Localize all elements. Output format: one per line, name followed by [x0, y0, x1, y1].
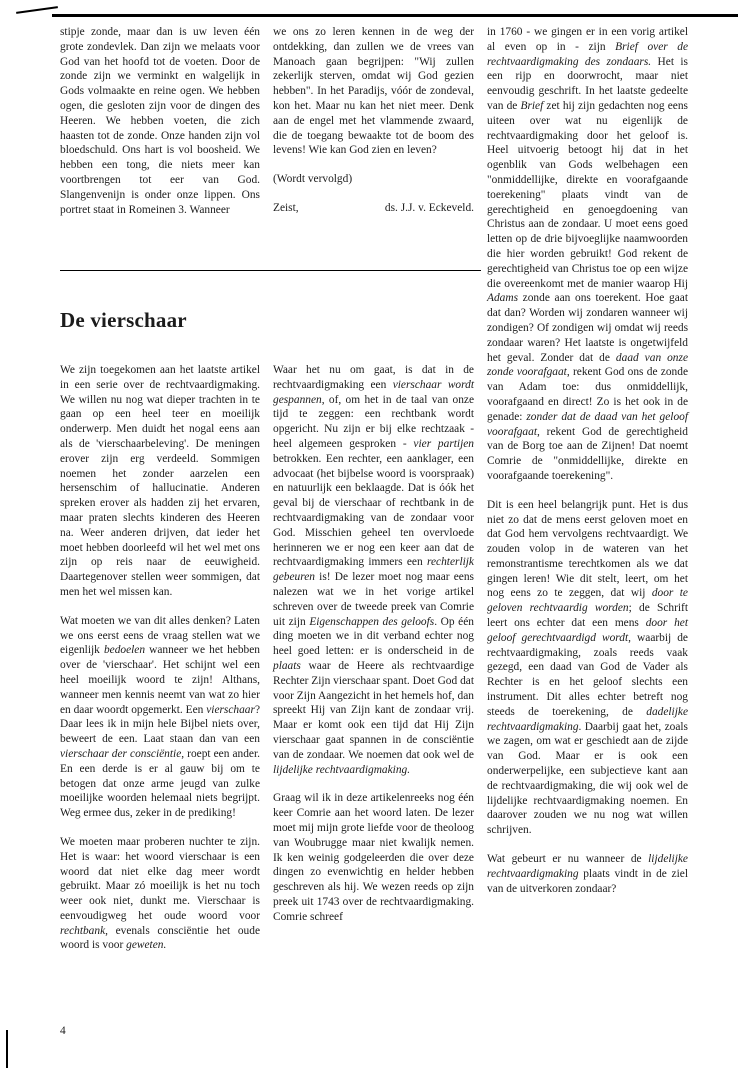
- paragraph: Wat gebeurt er nu wanneer de lijdelijke rechtvaardigmaking plaats vindt in de ziel van de uitverkoren zondaar?: [487, 853, 688, 895]
- header-rule: [52, 14, 738, 17]
- previous-article-column-2: [273, 25, 474, 216]
- paragraph: Graag wil ik in deze artikelenreeks nog één keer Comrie aan het woord laten. De lezer moet mij mijn grote liefde voor de theoloog van Woubrugge maar niet kwalijk nemen. Ik ken weinig godgeleerden die over deze dingen zo evenwichtig en helder hebben geschreven als hij. We wezen reeds op zijn preek uit 1743 over de rechtvaardigmaking. Comrie schreef: [273, 792, 474, 923]
- article-title: De vierschaar: [60, 308, 187, 332]
- paragraph: we ons zo leren kennen in de weg der ontdekking, dan zullen we de vrees van Manoach gaan begrijpen: "Wij zullen zekerlijk sterven, omdat wij God gezien hebben". In het Paradijs, vóór de zondeval, kon het. Maar nu kan het niet meer. Denk aan de engel met het vlammende zwaard, die de toegang bewaakte tot de boom des levens! Wie kan God zien en leven?: [273, 26, 474, 157]
- page-number: 4: [60, 1025, 66, 1037]
- paragraph: Waar het nu om gaat, is dat in de rechtvaardigmaking een vierschaar wordt gespannen, of, om het in de taal van onze tijd te zeggen: een rechtbank wordt opgericht. Nu zijn er bij elke rechtzaak - heel algemeen gesproken - vier partijen betrokken. Een rechter, een aanklager, een advocaat (het bijbelse woord is voorspraak) en natuurlijk een beklaagde. Dat is óók het geval bij de vierschaar of rechtbank in de rechtvaardigmaking van de zondaar voor God. Misschien geheel ten overvloede herinneren we er nog een keer aan dat de rechtvaardigmaking immers een rechterlijk gebeuren is! De lezer moet nog maar eens nalezen wat we in het vorige artikel schreven over de tweede preek van Comrie uit zijn Eigenschappen des geloofs. Op één ding moeten we in dit verband echter nog heel goed letten: er is onderscheid in de plaats waar de Heere als rechtvaardige Rechter Zijn vierschaar spant. Doet God dat voor Zijn Aangezicht in het hemels hof, dan spreekt Hij van Zijn kant de zondaar vrij. Maar er komt ook een tijd dat Hij Zijn vierschaar gaat spannen in de consciëntie van de zondaar. We noemen dat ook wel de lijdelijke rechtvaardigmaking.: [273, 364, 474, 776]
- previous-article-column-1: [60, 25, 260, 217]
- paragraph: in 1760 - we gingen er in een vorig artikel al even op in - zijn Brief over de rechtvaardigmaking des zondaars. Het is een rijp en doorwrocht, maar niet eenvoudig geschrift. In het laatste gedeelte van de Brief zet hij zijn gedachten nog eens uiteen over wat nu eigenlijk de rechtvaardigmaking door het geloof is. Heel uitvoerig betoogt hij dat in het ogenblik van Gods welbehagen een "onmiddellijke, direkte en voorafgaande toerekening" plaats vindt van de gerechtigheid en genoegdoening van Christus aan de zondaar. U moet eens goed letten op de drie bijvoeglijke naamwoorden die hier worden gebruikt! God rekent de gerechtigheid van Christus toe op een wijze die overeenkomt met de manier waarop Hij Adams zonde aan ons toerekent. Hoe gaat dat dan? Worden wij zondaren wanneer wij zondigen? Of zondigen wij omdat wij reeds zondaar waren? Het laatste is ongetwijfeld het geval. Zonder dat de daad van onze zonde voorafgaat, rekent God ons de zonde van Adam toe: dus onmiddellijk, voorafgaand en direct! Zo is het ook in de genade: zonder dat de daad van het geloof voorafgaat, rekent God de gerechtigheid van de Borg toe aan de Zijnen! Dat noemt Comrie de "onmiddellijke, direkte en voorafgaande toerekening".: [487, 26, 689, 482]
- paragraph: We zijn toegekomen aan het laatste artikel in een serie over de rechtvaardigmaking. We willen nu nog wat dieper trachten in te gaan op een heel teer en moeilijk onderwerp. Men duidt het nogal eens aan als de 'vierschaarbeleving'. De meningen erover zijn erg verdeeld. Sommigen noemen het zonder aarzelen een hersenschim of hallucinatie. Anderen spreken erover als hadden zij het ervaren, maar praten slechts kinderen des Heeren na. Weer anderen drijven, dat ieder het moet hebben doorleefd wil het wel met ons zijn op reis naar de eeuwigheid. Daartegenover stellen weer sommigen, dat men het wel missen kan.: [60, 364, 260, 598]
- paragraph: We moeten maar proberen nuchter te zijn. Het is waar: het woord vierschaar is een woord dat niet elke dag meer wordt gebruikt. Maar zó moeilijk is het nu toch weer ook niet, dunkt me. Vierschaar is eenvoudigweg het oude woord voor rechtbank, evenals consciëntie het oude woord is voor geweten.: [60, 835, 260, 952]
- article-divider: [60, 270, 481, 271]
- paragraph: Wat moeten we van dit alles denken? Laten we ons eerst eens de vraag stellen wat we eigenlijk bedoelen wanneer we het hebben over de 'vierschaar'. Het schijnt wel een heel moeilijk woord te zijn! Althans, wanneer men kennis neemt van wat zo hier en daar woordt opgemerkt. Een vierschaar? Daar lees ik in mijn hele Bijbel niets over, beweert de een. Laat staan dan van een vierschaar der consciëntie, roept een ander. En een derde is er al gauw bij om te betogen dat onze arme jeugd van zulke moeilijke woorden helemaal niets begrijpt. Weg ermee dus, zeker in de prediking!: [60, 614, 260, 820]
- paragraph: stipje zonde, maar dan is uw leven één grote zondevlek. Dan zijn we melaats voor God van het hoofd tot de voeten. Door de zonde zijn we verminkt en walgelijk in Gods volmaakte en reine ogen. We hebben ogen, die gesloten zijn voor de dingen des Heeren. We hebben voeten, die zich haasten tot de zonde. Onze handen zijn vol bloedschuld. Ons hart is vol boosheid. We hebben een tong, die niets meer kan voortbrengen tot eer van God. Slangenvenijn is onder onze lippen. Ons portret staat in Romeinen 3. Wanneer: [60, 26, 260, 216]
- signature-line: [273, 201, 474, 216]
- signature-author: ds. J.J. v. Eckeveld.: [384, 201, 474, 214]
- article-column-2: [273, 363, 474, 924]
- scan-edge-mark: [6, 1030, 8, 1068]
- corner-rule: [16, 6, 58, 14]
- article-column-1: [60, 363, 260, 953]
- signature-place: Zeist,: [273, 201, 299, 214]
- paragraph: Dit is een heel belangrijk punt. Het is dus niet zo dat de mens eerst geloven moet en dat God hem vervolgens rechtvaardigt. We zouden volop in de wateren van het remonstrantisme terechtkomen als we dat gingen leren! Wie dit stelt, leert, om het nog eens zo te zeggen, dat wij door te geloven rechtvaardig worden; de Schrift leert ons echter dat een mens door het geloof gerechtvaardigd wordt, waarbij de rechtvaardigmaking, zoals reeds vaak gezegd, een daad van God de Vader als Rechter is en het geloof slechts een instrument. Dit alles echter betreft nog steeds de toerekening, de dadelijke rechtvaardigmaking. Daarbij gaat het, zoals we zagen, om wat er geschiedt aan de zijde van God. Maar er is ook een onderwerpelijke, een subjectieve kant aan de rechtvaardigmaking, die wij ook wel de lijdelijke rechtvaardigmaking noemen. En daarover zouden we nu nog wat willen schrijven.: [487, 498, 688, 837]
- article-column-3: [487, 25, 688, 896]
- continuation-note: (Wordt vervolgd): [273, 173, 353, 186]
